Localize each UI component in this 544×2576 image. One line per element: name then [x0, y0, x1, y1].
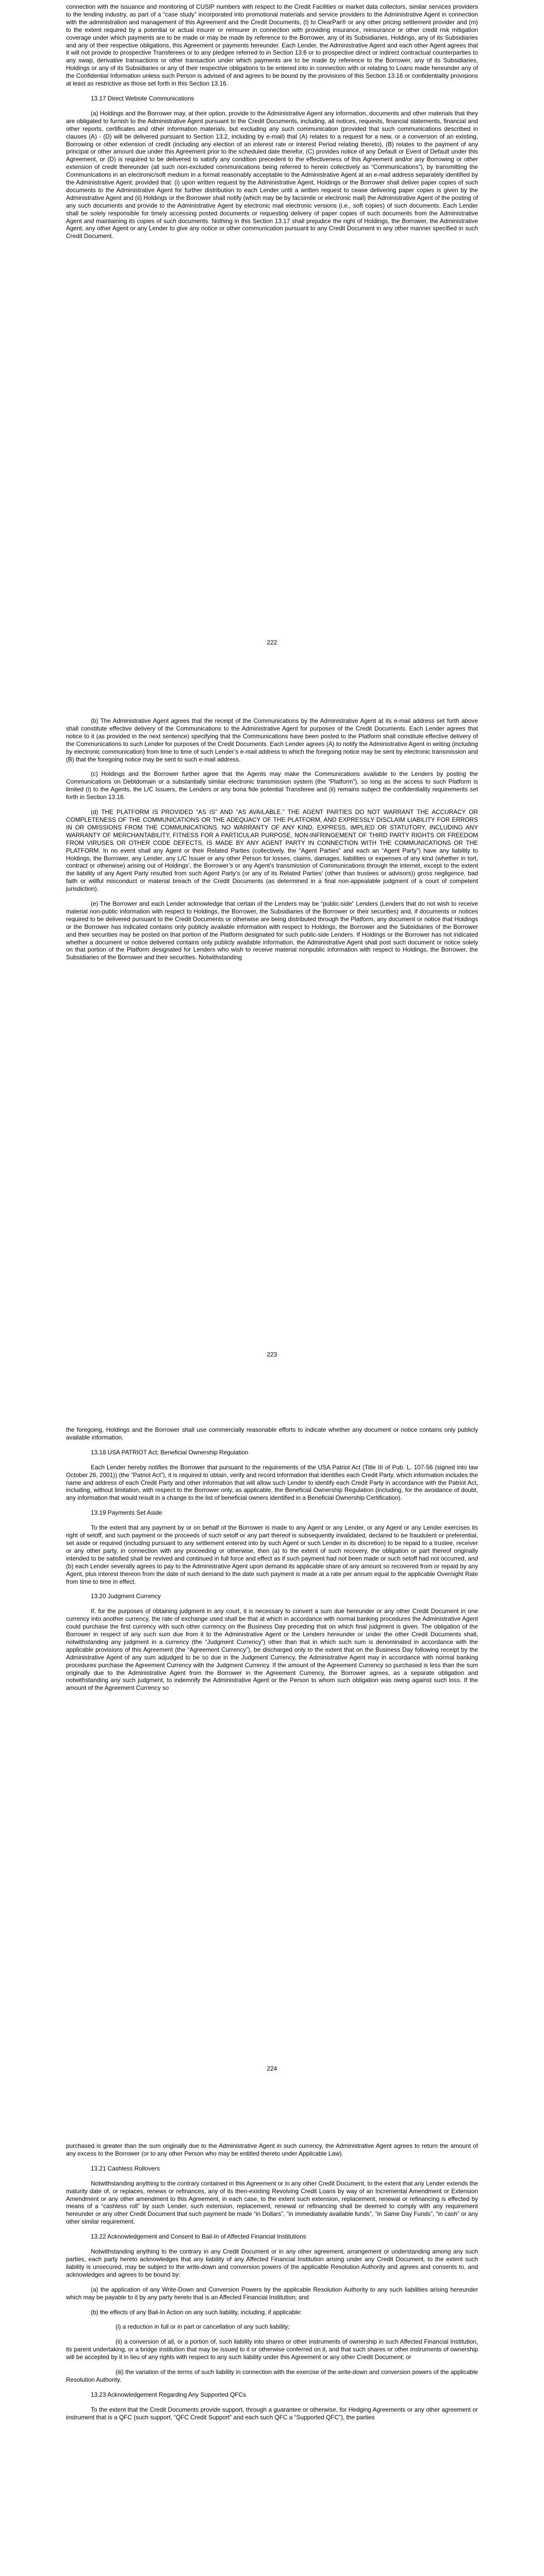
paragraph-13-19: To the extent that any payment by or on behalf of the Borrower is made to any Agent or any Lender, or any Agent or any Lender exercises its right of setoff, and such payment or the proceeds of such setoff or any part thereof is subsequently invalidated, declared to be fraudulent or preferential, set aside or required (including pursuant to any settlement entered into by such Agent or such Lender in its discretion) to be repaid to a trustee, receiver or any other party, in connection with any proceeding or otherwise, then (a) to the extent of such recovery, the obligation or part thereof originally intended to be satisfied shall be revived and continued in full force and effect as if such payment had not been made or such setoff had not occurred, and (b) each Lender severally agrees to pay to the Administrative Agent upon demand its applicable share of any amount so recovered from or repaid by any Agent, plus interest thereon from the date of such demand to the date such payment is made at a rate per annum equal to the applicable Overnight Rate from time to time in effect.	[66, 1524, 478, 1585]
paragraph-13-17-e-continuation: the foregoing, Holdings and the Borrower shall use commercially reasonable efforts to indicate whether any document or notice contains only publicly available information.	[66, 1426, 478, 1441]
paragraph-13-22-b-iii: (iii) the variation of the terms of such liability in connection with the exercise of the write-down and conversion powers of the applicable Resolution Authority.	[66, 2368, 478, 2383]
paragraph-13-21: Notwithstanding anything to the contrary contained in this Agreement or in any other Credit Document, to the extent that any Lender extends the maturity date of, or replaces, renews or refinances, any of its then-existing Revolving Credit Loans by way of an Incremental Amendment or Extension Amendment or any other amendment to this Agreement, in each case, to the extent such extension, replacement, renewal or refinancing is effected by means of a “cashless roll” by such Lender, such extension, replacement, renewal or refinancing shall be deemed to comply with any requirement hereunder or any other Credit Document that such payment be made “in Dollars”, “in immediately available funds”, “in Same Day Funds”, “in cash” or any other similar requirement.	[66, 2179, 478, 2226]
paragraph-13-22-a: (a) the application of any Write-Down and Conversion Powers by the applicable Resolution Authority to any such liabilities arising hereunder which may be payable to it by any party hereto that is an Affected Financial Institution; and	[66, 2285, 478, 2301]
heading-13-20: 13.20 Judgment Currency	[91, 1592, 161, 1600]
paragraph-13-17-a: (a) Holdings and the Borrower may, at their option, provide to the Administrative Agent any information, documents and other materials that they are obligated to furnish to the Administrative Agent pursuant to the Credit Documents, including, all notices, requests, financial statements, financial and other reports, certificates and other information materials, but excluding any such communication (provided that such communications described in clauses (A) - (D) will be delivered pursuant to Section 13.2, including by e-mail) that (A) relates to a request for a new, or a conversion of an existing, Borrowing or other extension of credit (including any election of an interest rate or interest Period relating thereto), (B) relates to the payment of any principal or other amount due under this Agreement prior to the scheduled date therefor, (C) provides notice of any Default or Event of Default under this Agreement, or (D) is required to be delivered to satisfy any condition precedent to the effectiveness of this Agreement and/or any Borrowing or other extension of credit thereunder (all such non-excluded communications being referred to herein collectively as “Communications”), by transmitting the Communications in an electronic/soft medium in a format reasonably acceptable to the Administrative Agent at an e-mail address separately identified by the Administrative Agent; provided that: (i) upon written request by the Administrative Agent, Holdings or the Borrower shall deliver paper copies of such documents to the Administrative Agent for further distribution to each Lender until a written request to cease delivering paper copies is given by the Administrative Agent and (ii) Holdings or the Borrower shall notify (which may be by facsimile or electronic mail) the Administrative Agent of the posting of any such documents and provide to the Administrative Agent by electronic mail electronic versions (i.e., soft copies) of such documents. Each Lender shall be solely responsible for timely accessing posted documents or requesting delivery of paper copies of such documents from the Administrative Agent and maintaining its copies of such documents. Nothing in this Section 13.17 shall prejudice the right of Holdings, the Borrower, the Administrative Agent, any other Agent or any Lender to give any notice or other communication pursuant to any Credit Document in any other manner specified in such Credit Document.	[66, 109, 478, 240]
heading-13-22: 13.22 Acknowledgement and Consent to Bail-In of Affected Financial Institutions	[91, 2233, 306, 2241]
paragraph-13-18: Each Lender hereby notifies the Borrower that pursuant to the requirements of the USA Patriot Act (Title III of Pub. L. 107-56 (signed into law October 26, 2001)) (the “Patriot Act”), it is required to obtain, verify and record information that identifies each Credit Party, which information includes the name and address of each Credit Party and other information that will allow such Lender to identify each Credit Party in accordance with the Patriot Act, including, without limitation, with respect to the Borrower only, as applicable, the Beneficial Ownership Regulation (including, for the avoidance of doubt, any information that would result in a change to the list of beneficial owners identified in a Beneficial Ownership Certification).	[66, 1463, 478, 1502]
paragraph-13-17-b: (b) The Administrative Agent agrees that the receipt of the Communications by the Administrative Agent at its e-mail address set forth above shall constitute effective delivery of the Communications to the Administrative Agent for purposes of the Credit Documents. Each Lender agrees that notice to it (as provided in the next sentence) specifying that the Communications have been posted to the Platform shall constitute effective delivery of the Communications to such Lender for purposes of the Credit Documents. Each Lender agrees (A) to notify the Administrative Agent in writing (including by electronic communication) from time to time of such Lender’s e-mail address to which the foregoing notice may be sent by electronic transmission and (B) that the foregoing notice may be sent to such e-mail address.	[66, 717, 478, 763]
heading-13-18: 13.18 USA PATRIOT Act; Beneficial Ownership Regulation	[91, 1448, 249, 1456]
paragraph-confidentiality-continuation: connection with the issuance and monitoring of CUSIP numbers with respect to the Credit Facilities or market data collectors, similar services providers to the lending industry, as part of a “case study” incorporated into promotional materials and service providers to the Administrative Agent in connection with the administration and management of this Agreement and the Credit Documents, (l) to ClearPar® or any other pricing settlement provider and (m) to the extent required by a potential or actual insurer or reinsurer in connection with providing insurance, reinsurance or other credit risk mitigation coverage under which payments are to be made or may be made by reference to the Borrower, any of its Subsidiaries, Holdings, any of its Subsidiaries and any of their respective obligations, this Agreement or payments hereunder. Each Lender, the Administrative Agent and each other Agent agrees that it will not provide to prospective Transferees or to any pledgee referred to in Section 13.6 or to prospective direct or indirect contractual counterparties to any swap, derivative transactions or other transaction under which payments are to be made by reference to the Borrower, any of its Subsidiaries, Holdings or any of its Subsidiaries or any of their respective obligations to be entered into in connection with or relating to Loans made hereunder any of the Confidential Information unless such Person is advised of and agrees to be bound by the provisions of this Section 13.16 or confidentiality provisions at least as restrictive as those set forth in this Section 13.16.	[66, 3, 478, 88]
paragraph-13-22-b: (b) the effects of any Bail-In Action on any such liability, including, if applicable:	[91, 2308, 302, 2316]
heading-13-17: 13.17 Direct Website Communications	[91, 94, 194, 102]
heading-13-21: 13.21 Cashless Rollovers	[91, 2164, 160, 2172]
page-number-223: 223	[267, 1351, 277, 1358]
paragraph-13-23: To the extent that the Credit Documents provide support, through a guarantee or otherwise, for Hedging Agreements or any other agreement or instrument that is a QFC (such support, “QFC Credit Support” and each such QFC a “Supported QFC”), the parties	[66, 2405, 478, 2421]
paragraph-13-17-e: (e) The Borrower and each Lender acknowledge that certain of the Lenders may be “public-side” Lenders (Lenders that do not wish to receive material non-public information with respect to Holdings, the Borrower, the Subsidiaries of the Borrower or their securities) and, if documents or notices required to be delivered pursuant to the Credit Documents or otherwise are being distributed through the Platform, any document or notice that Holdings or the Borrower has indicated contains only publicly available information with respect to Holdings, the Borrower and the Subsidiaries of the Borrower and their securities may be posted on that portion of the Platform designated for such public-side Lenders. If Holdings or the Borrower has not indicated whether a document or notice delivered contains only publicly available information, the Administrative Agent shall post such document or notice solely on that portion of the Platform designated for Lenders who wish to receive material nonpublic information with respect to Holdings, the Borrower, the Subsidiaries of the Borrower and their securities. Notwithstanding	[66, 900, 478, 961]
heading-13-19: 13.19 Payments Set Aside	[91, 1509, 162, 1517]
paragraph-13-17-d: (d) THE PLATFORM IS PROVIDED “AS IS” AND “AS AVAILABLE.” THE AGENT PARTIES DO NOT WARRANT THE ACCURACY OR COMPLETENESS OF THE COMMUNICATIONS OR THE ADEQUACY OF THE PLATFORM, AND EXPRESSLY DISCLAIM LIABILITY FOR ERRORS IN OR OMISSIONS FROM THE COMMUNICATIONS. NO WARRANTY OF ANY KIND, EXPRESS, IMPLIED OR STATUTORY, INCLUDING ANY WARRANTY OF MERCHANTABILITY, FITNESS FOR A PARTICULAR PURPOSE, NON-INFRINGEMENT OF THIRD PARTY RIGHTS OR FREEDOM FROM VIRUSES OR OTHER CODE DEFECTS, IS MADE BY ANY AGENT PARTY IN CONNECTION WITH THE COMMUNICATIONS OR THE PLATFORM. In no event shall any Agent or their Related Parties (collectively, the “Agent Parties” and each an “Agent Party”) have any liability to Holdings, the Borrower, any Lender, any L/C Issuer or any other Person for losses, claims, damages, liabilities or expenses of any kind (whether in tort, contract or otherwise) arising out of Holdings’, the Borrower’s or any Agent’s transmission of Communications through the internet, except to the extent the liability of any Agent Party resulted from such Agent Party’s (or any of its Related Parties’ (other than trustees or advisors)) gross negligence, bad faith or willful misconduct or material breach of the Credit Documents (as determined in a final non-appealable judgment of a court of competent jurisdiction).	[66, 808, 478, 893]
paragraph-13-22-b-ii: (ii) a conversion of all, or a portion of, such liability into shares or other instruments of ownership in such Affected Financial Institution, its parent undertaking, or a bridge institution that may be issued to it or otherwise conferred on it, and that such shares or other instruments of ownership will be accepted by it in lieu of any rights with respect to any such liability under this Agreement or any other Credit Document; or	[66, 2338, 478, 2361]
paragraph-13-20: If, for the purposes of obtaining judgment in any court, it is necessary to convert a sum due hereunder or any other Credit Document in one currency into another currency, the rate of exchange used shall be that at which in accordance with normal banking procedures the Administrative Agent could purchase the first currency with such other currency on the Business Day preceding that on which final judgment is given. The obligation of the Borrower in respect of any such sum due from it to the Administrative Agent or the Lenders hereunder or under the other Credit Documents shall, notwithstanding any judgment in a currency (the “Judgment Currency”) other than that in which such sum is denominated in accordance with the applicable provisions of this Agreement (the “Agreement Currency”), be discharged only to the extent that on the Business Day following receipt by the Administrative Agent of any sum adjudged to be so due in the Judgment Currency, the Administrative Agent may in accordance with normal banking procedures purchase the Agreement Currency with the Judgment Currency. If the amount of the Agreement Currency so purchased is less than the sum originally due to the Administrative Agent from the Borrower in the Agreement Currency, the Borrower agrees, as a separate obligation and notwithstanding any such judgment, to indemnify the Administrative Agent or the Person to whom such obligation was owing against such loss. If the amount of the Agreement Currency so	[66, 1607, 478, 1692]
document-page-222	[0, 3, 544, 240]
page-number-222: 222	[267, 639, 277, 646]
document-page-223	[0, 717, 544, 961]
page-number-224: 224	[267, 2065, 277, 2072]
heading-13-23: 13.23 Acknowledgement Regarding Any Supported QFCs	[91, 2391, 246, 2398]
paragraph-13-20-continuation: purchased is greater than the sum originally due to the Administrative Agent in such currency, the Administrative Agent agrees to return the amount of any excess to the Borrower (or to any other Person who may be entitled thereto under Applicable Law).	[66, 2142, 478, 2157]
document-page-225	[0, 2142, 544, 2421]
paragraph-13-22-b-i: (i) a reduction in full or in part or cancellation of any such liability;	[116, 2323, 290, 2331]
document-page-224	[0, 1426, 544, 1692]
paragraph-13-17-c: (c) Holdings and the Borrower further agree that the Agents may make the Communications available to the Lenders by posting the Communications on Debtdomain or a substantially similar electronic transmission system (the “Platform”), so long as the access to such Platform is limited (i) to the Agents, the L/C Issuers, the Lenders or any bona fide potential Transferee and (ii) remains subject the confidentiality requirements set forth in Section 13.16.	[66, 770, 478, 801]
paragraph-13-22: Notwithstanding anything to the contrary in any Credit Document or in any other agreement, arrangement or understanding among any such parties, each party hereto acknowledges that any liability of any Affected Financial Institution arising under any Credit Document, to the extent such liability is unsecured, may be subject to the write-down and conversion powers of the applicable Resolution Authority and agrees and consents to, and acknowledges and agrees to be bound by:	[66, 2248, 478, 2278]
